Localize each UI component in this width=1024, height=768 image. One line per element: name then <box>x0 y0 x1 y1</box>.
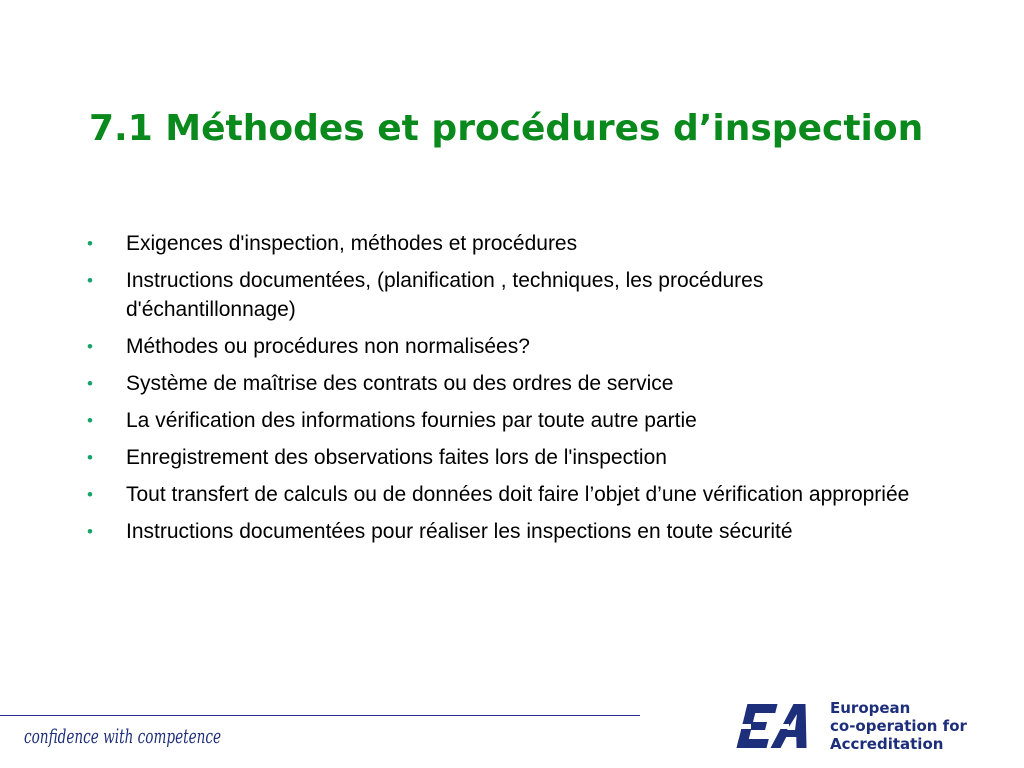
org-name <box>830 699 967 753</box>
slide-title: 7.1 Méthodes et procédures d’inspection <box>89 108 924 149</box>
bullet-item <box>87 480 927 509</box>
org-name-line: European <box>830 699 911 717</box>
bullet-item <box>87 443 927 472</box>
bullet-text: Exigences d'inspection, méthodes et procédures <box>126 232 578 255</box>
bullet-text: Méthodes ou procédures non normalisées? <box>126 335 530 358</box>
bullet-item <box>87 406 927 435</box>
footer-tagline: confidence with competence <box>24 724 222 748</box>
bullet-icon: • <box>87 271 93 290</box>
bullet-icon: • <box>87 411 93 430</box>
org-name-line: Accreditation <box>830 735 944 753</box>
bullet-text: Tout transfert de calculs ou de données doit faire l’objet d’une vérification appropriée <box>126 483 910 506</box>
bullet-icon: • <box>87 448 93 467</box>
bullet-item <box>87 332 927 361</box>
footer-divider <box>0 715 640 716</box>
bullet-text: Instructions documentées pour réaliser les inspections en toute sécurité <box>126 520 793 543</box>
bullet-text: Système de maîtrise des contrats ou des ordres de service <box>126 372 674 395</box>
bullet-icon: • <box>87 374 93 393</box>
bullet-item <box>87 266 927 324</box>
bullet-icon: • <box>87 522 93 541</box>
bullet-item <box>87 517 927 546</box>
bullet-text: Enregistrement des observations faites lors de l'inspection <box>126 446 667 469</box>
bullet-list <box>87 229 927 554</box>
bullet-text: La vérification des informations fournies par toute autre partie <box>126 409 697 432</box>
bullet-item <box>87 369 927 398</box>
bullet-item <box>87 229 927 258</box>
bullet-icon: • <box>87 234 93 253</box>
org-name-line: co-operation for <box>830 717 967 735</box>
bullet-icon: • <box>87 485 93 504</box>
bullet-icon: • <box>87 337 93 356</box>
bullet-text: Instructions documentées, (planification , techniques, les procédures d'échantillonnage) <box>126 269 764 321</box>
ea-logo-icon <box>733 698 823 754</box>
